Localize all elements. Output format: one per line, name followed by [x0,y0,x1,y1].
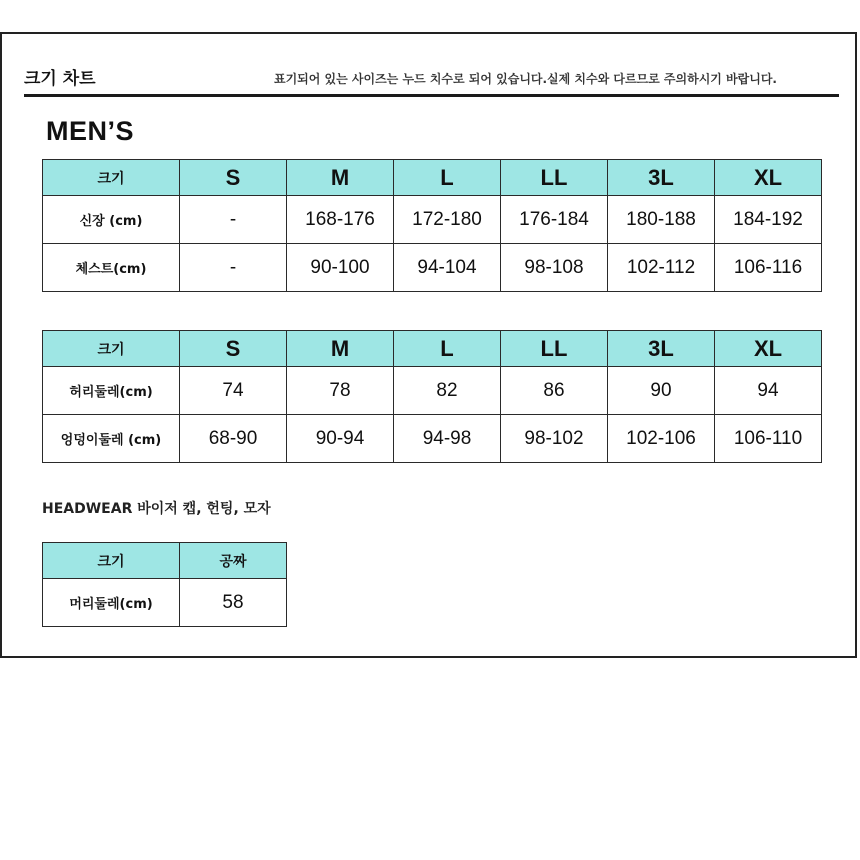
table-cell: 94-98 [394,415,501,463]
size-s: S [180,160,287,196]
table-cell: 106-116 [715,244,822,292]
table-cell: 172-180 [394,196,501,244]
mens-height-chest-table [42,159,822,292]
size-header-label: 크기 [43,543,180,579]
mens-section-title: MEN’S [46,116,135,146]
size-ll: LL [501,160,608,196]
table-cell: 90-94 [287,415,394,463]
size-chart-frame [0,32,857,658]
size-header-label: 크기 [43,331,180,367]
table-row [43,244,822,292]
size-l: L [394,160,501,196]
table-cell: 184-192 [715,196,822,244]
table-cell: 78 [287,367,394,415]
row-label-chest: 체스트(cm) [43,244,180,292]
table-row [43,367,822,415]
table-cell: 68-90 [180,415,287,463]
table-cell: 102-106 [608,415,715,463]
row-label-waist: 허리둘레(cm) [43,367,180,415]
table-cell: 82 [394,367,501,415]
header-divider [24,94,839,97]
table-cell: 98-108 [501,244,608,292]
table-cell: 74 [180,367,287,415]
table-cell: 94-104 [394,244,501,292]
row-label-head: 머리둘레(cm) [43,579,180,627]
table-header-row [43,331,822,367]
table-row [43,579,287,627]
size-3l: 3L [608,160,715,196]
mens-waist-hip-table [42,330,822,463]
table-cell: 102-112 [608,244,715,292]
size-m: M [287,160,394,196]
table-cell: 86 [501,367,608,415]
table-cell: - [180,196,287,244]
table-header-row [43,543,287,579]
table-cell: 176-184 [501,196,608,244]
size-3l: 3L [608,331,715,367]
size-xl: XL [715,160,822,196]
size-l: L [394,331,501,367]
table-cell: - [180,244,287,292]
size-header-label: 크기 [43,160,180,196]
table-cell: 58 [180,579,287,627]
size-m: M [287,331,394,367]
row-label-hip: 엉덩이둘레 (cm) [43,415,180,463]
table-header-row [43,160,822,196]
size-xl: XL [715,331,822,367]
row-label-height: 신장 (cm) [43,196,180,244]
table-cell: 98-102 [501,415,608,463]
table-cell: 90 [608,367,715,415]
chart-title: 크기 차트 [24,69,96,89]
measurement-notice: 표기되어 있는 사이즈는 누드 치수로 되어 있습니다.실제 치수와 다르므로 주의하시기 바랍니다. [274,72,777,86]
size-s: S [180,331,287,367]
table-row [43,196,822,244]
size-ll: LL [501,331,608,367]
headwear-section-title: HEADWEAR 바이저 캡, 헌팅, 모자 [42,501,271,517]
table-cell: 168-176 [287,196,394,244]
table-cell: 180-188 [608,196,715,244]
headwear-table [42,542,287,627]
table-cell: 106-110 [715,415,822,463]
table-cell: 94 [715,367,822,415]
table-row [43,415,822,463]
table-cell: 90-100 [287,244,394,292]
size-free: 공짜 [180,543,287,579]
